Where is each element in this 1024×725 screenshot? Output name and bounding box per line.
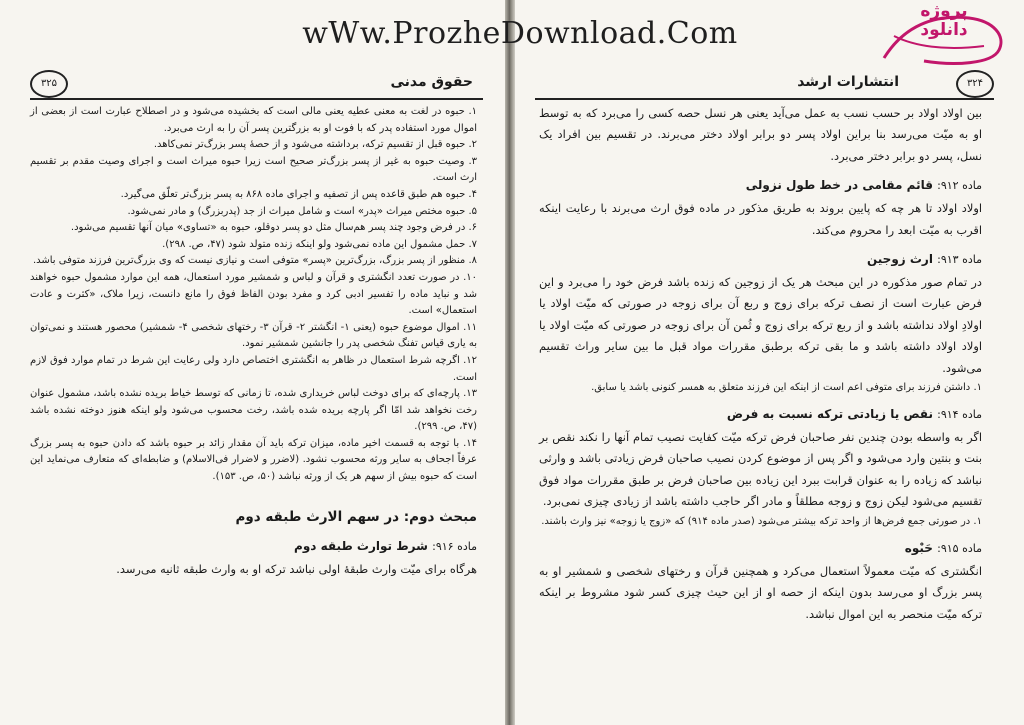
left-page-header	[30, 70, 483, 100]
article-title: حَبْوه	[904, 540, 933, 555]
article-number: ماده ۹۱۴:	[937, 408, 982, 422]
section-title: مبحث دوم: در سهم الارث طبقه دوم	[235, 508, 477, 525]
article-note: ۱. داشتن فرزند برای متوفی اعم است از اینکه این فرزند متعلق به همسر کنونی باشد یا سابق.	[591, 382, 982, 394]
right-page	[515, 0, 1024, 725]
footnote: ۱۲. اگرچه شرط استعمال در ظاهر به انگشتری اختصاص دارد ولی رعایت این شرط در تمام موارد فوق لازم است.	[30, 354, 477, 383]
site-logo-text	[874, 2, 1014, 40]
watermark-url: wWw.ProzheDownload.Com	[302, 16, 738, 51]
right-page-number: ۳۲۴	[956, 70, 994, 98]
article-text: انگشتری که میّت معمولاً استعمال می‌کرد و همچنین قرآن و رختهای شخصی و شمشیر او به پسر بزرگ او می‌رسد بدون اینکه از حصه او از این حیث چیزی کسر شود مشروط بر اینکه ترکه میّت منحصر به این اموال نباشد.	[539, 563, 982, 621]
intro-paragraph: بین اولاد اولاد بر حسب نسب به عمل می‌آید یعنی هر نسل حصه کسی را می‌برد که به توسط او به میّت می‌رسد بنا براین اولاد پسر دو برابر اولاد دختر می‌برند. در تقسیم بین افراد یک نسل، پسر دو برابر دختر می‌برد.	[539, 106, 982, 163]
article-heading	[30, 534, 477, 559]
article-title: نقص یا زیادتی ترکه نسبت به فرض	[726, 407, 933, 422]
article-heading	[539, 402, 982, 427]
article-915	[539, 536, 982, 625]
right-column	[539, 103, 982, 625]
article-heading	[539, 247, 982, 272]
left-header-title: حقوق مدنی	[390, 74, 473, 90]
article-title: شرط توارث طبقه دوم	[294, 538, 428, 553]
article-text: اولاد اولاد تا هر چه که پایین بروند به طریق مذکور در ماده فوق ارث می‌برند با رعایت اینکه اقرب به میّت ابعد را محروم می‌کند.	[539, 201, 982, 237]
footnote: ۱. حبوه در لغت به معنی عطیه یعنی مالی است که بخشیده می‌شود و در اصطلاح عبارت است از بعضی از اموال مورد استفاده پدر که با فوت او به بزرگترین پسر آن را به ارث می‌برد.	[30, 106, 477, 134]
footnote: ۵. حبوه مختص میراث «پدر» است و شامل میراث از جد (پدربزرگ) و مادر نمی‌شود.	[127, 205, 477, 217]
right-header-title: انتشارات ارشد	[797, 74, 899, 90]
article-heading	[539, 173, 982, 198]
article-text: هرگاه برای میّت وارث طبقهٔ اولی نباشد ترکه او به وارث طبقه ثانیه می‌رسد.	[116, 561, 477, 576]
footnote: ۳. وصیت حبوه به غیر از پسر بزرگ‌تر صحیح است زیرا حبوه میراث است و اجرای وصیت مقدم بر تقسیم ارث است.	[30, 155, 477, 184]
article-913	[539, 247, 982, 396]
book-gutter	[505, 0, 515, 725]
footnote: ۸. منظور از پسر بزرگ، بزرگ‌ترین «پسر» متوفی است و نیازی نیست که وی بزرگ‌ترین فرزند متوفی باشد.	[32, 255, 477, 267]
article-914	[539, 402, 982, 530]
footnote: ۷. حمل مشمول این ماده نمی‌شود ولو اینکه زنده متولد شود (۴۷، ص. ۲۹۸).	[162, 238, 477, 250]
footnote: ۱۱. اموال موضوع حبوه (یعنی ۱- انگشتر ۲- قرآن ۳- رختهای شخصی ۴- شمشیر) محصور هستند و نمی‌توان به یاری قیاس تفنگ شخصی پدر را جانشین شمشیر نمود.	[30, 321, 478, 350]
left-page-number: ۳۲۵	[30, 70, 68, 98]
left-column	[30, 104, 477, 580]
logo-line-2: دانلود	[920, 20, 968, 40]
article-note: ۱. در صورتی جمع فرض‌ها از واحد ترکه بیشتر می‌شود (صدر ماده ۹۱۴) که «زوج یا زوجه» نیز وارث باشند.	[541, 515, 982, 527]
article-text: در تمام صور مذکوره در این مبحث هر یک از زوجین که زنده باشد فرض خود را می‌برد و این فرض عبارت است از نصف ترکه برای زوج و ربع آن برای زوجه در صورتی که میّت اولاد یا اولادِ اولاد نداشته باشد و از ربع ترکه برای زوج و ثُمن آن برای زوجه در صورتی که میّت اولاد یا اولاد اولاد داشته باشد و ما بقی ترکه برطبق مقررات مواد قبل ما بین سایر وراث تقسیم می‌شود.	[539, 275, 982, 375]
footnote: ۲. حبوه قبل از تقسیم ترکه، برداشته می‌شود و از حصهٔ پسر بزرگ‌تر نمی‌کاهد.	[153, 139, 477, 151]
footnote: ۶. در فرض وجود چند پسر هم‌سال مثل دو پسر دوقلو، حبوه به «تساوی» میان آنها تقسیم می‌شود.	[70, 222, 477, 234]
right-page-header	[535, 70, 994, 100]
article-number: ماده ۹۱۳:	[937, 253, 982, 267]
article-title: ارث زوجین	[866, 252, 933, 267]
article-number: ماده ۹۱۶:	[432, 539, 477, 553]
article-number: ماده ۹۱۵:	[937, 541, 982, 555]
footnote: ۱۳. پارچه‌ای که برای دوخت لباس خریداری شده، تا زمانی که توسط خیاط بریده نشده باشد، مشمول عنوان رخت نخواهد شد امّا اگر پارچه بریده شده باشد، رخت محسوب می‌شود ولو اینکه هنوز دوخته نشده باشد (۴۷، ص. ۲۹۹).	[30, 388, 477, 433]
article-912	[539, 173, 982, 241]
article-text: اگر به واسطه بودن چندین نفر صاحبان فرض ترکه میّت کفایت نصیب تمام آنها را نکند نقص بر بنت و بنتین وارد می‌شود و اگر پس از موضوع کردن نصیب صاحبان فرض زیادتی باشد و وارثی نباشد که زیاده را به عنوان قرابت ببرد این زیاده بین صاحبان فرض بر طبق مقررات مواد فوق تقسیم می‌شود لیکن زوج و زوجه مطلقاً و مادر اگر حاجب داشته باشد از زیادی چیزی نمی‌برد.	[539, 430, 982, 509]
logo-line-1: پروژه	[920, 1, 968, 21]
article-title: قائم مقامی در خط طول نزولی	[745, 178, 933, 193]
footnote-list	[30, 104, 477, 486]
article-heading	[539, 536, 982, 561]
footnote: ۱۰. در صورت تعدد انگشتری و قرآن و لباس و شمشیر مورد استعمال، همه این موارد مشمول حبوه خواهند شد و نباید ماده را تفسیر ادبی کرد و مفرد بودن الفاظ فوق را مانع دانست، زیرا ملاک، «کثرت و عادت استعمال» است.	[30, 271, 477, 317]
article-number: ماده ۹۱۲:	[937, 179, 982, 193]
footnote: ۴. حبوه هم طبق قاعده پس از تصفیه و اجرای ماده ۸۶۸ به پسر بزرگ‌تر تعلّق می‌گیرد.	[120, 188, 477, 200]
left-page	[0, 0, 505, 725]
footnote: ۱۴. با توجه به قسمت اخیر ماده، میزان ترکه باید آن مقدار زائد بر حبوه باشد که دادن حبوه به پسر بزرگ عرفاً اجحاف به سایر ورثه محسوب نشود. (لاضرر و لاضرار فی‌الاسلام) و ضابطه‌ای که متعارف می‌نماید این است که حبوه بیش از سهم هر یک از ورثه نباشد (۵۰، ص. ۱۵۳).	[30, 437, 477, 483]
